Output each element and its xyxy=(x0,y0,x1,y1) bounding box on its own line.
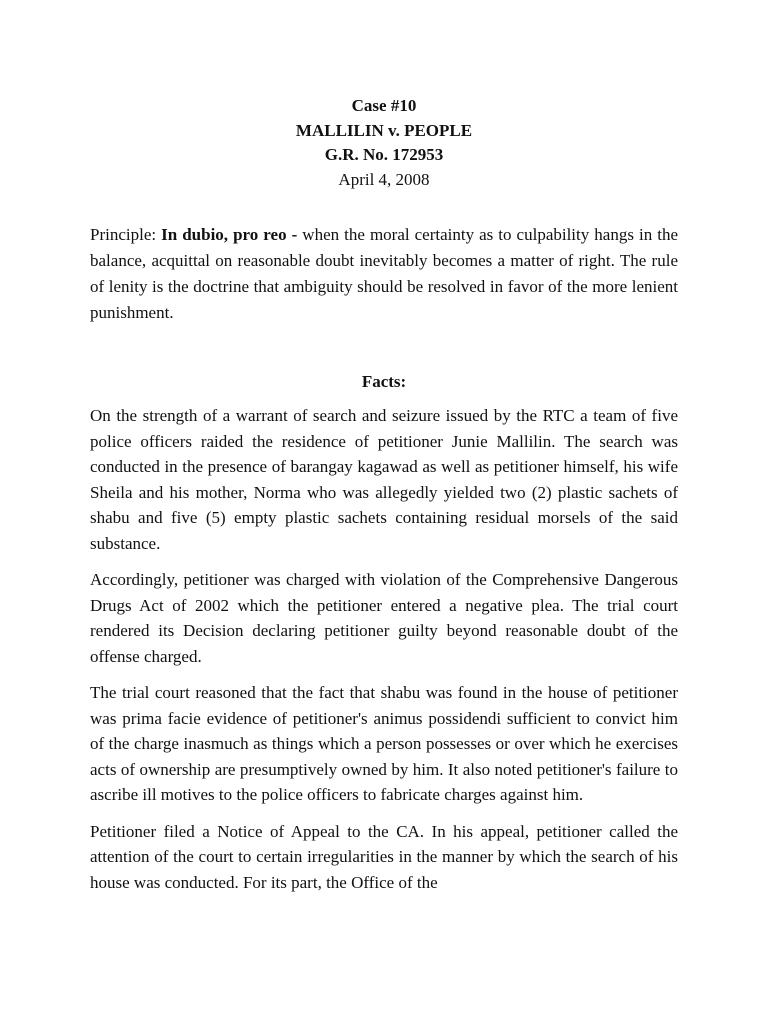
facts-paragraph: On the strength of a warrant of search and seizure issued by the RTC a team of five police officers raided the residence of petitioner Junie Mallilin. The search was conducted in the presence of barangay kagawad as well as petitioner himself, his wife Sheila and his mother, Norma who was allegedly yielded two (2) plastic sachets of shabu and five (5) empty plastic sachets containing residual morsels of the said substance. xyxy=(90,406,678,553)
facts-paragraph: The trial court reasoned that the fact that shabu was found in the house of petitioner was prima facie evidence of petitioner's animus possidendi sufficient to convict him of the charge inasmuch as things which a person possesses or over which he exercises acts of ownership are presumptively owned by him. It also noted petitioner's failure to ascribe ill motives to the police officers to fabricate charges against him. xyxy=(90,683,678,804)
facts-heading: Facts: xyxy=(361,372,407,391)
principle-text: when the moral certainty as to culpability hangs in the balance, acquittal on reasonable doubt inevitably becomes a matter of right. The rule of lenity is the doctrine that ambiguity should be resolved in favor of the more lenient punishment. xyxy=(90,225,678,322)
facts-paragraph: Petitioner filed a Notice of Appeal to the CA. In his appeal, petitioner called the attention of the court to certain irregularities in the manner by which the search of his house was conducted. For its part, the Office of the xyxy=(90,821,678,892)
case-header xyxy=(90,94,678,192)
gr-number: G.R. No. 172953 xyxy=(324,145,444,164)
case-title: MALLILIN v. PEOPLE xyxy=(295,120,473,140)
principle-label: Principle: xyxy=(90,225,162,244)
principle-paragraph xyxy=(90,222,678,326)
facts-paragraph: Accordingly, petitioner was charged with violation of the Comprehensive Dangerous Drugs Act of 2002 which the petitioner entered a negative plea. The trial court rendered its Decision declaring petitioner guilty beyond reasonable doubt of the offense charged. xyxy=(90,570,678,666)
case-number: Case #10 xyxy=(351,96,417,115)
case-date: April 4, 2008 xyxy=(338,169,430,189)
principle-term: In dubio, pro reo - xyxy=(161,225,298,244)
